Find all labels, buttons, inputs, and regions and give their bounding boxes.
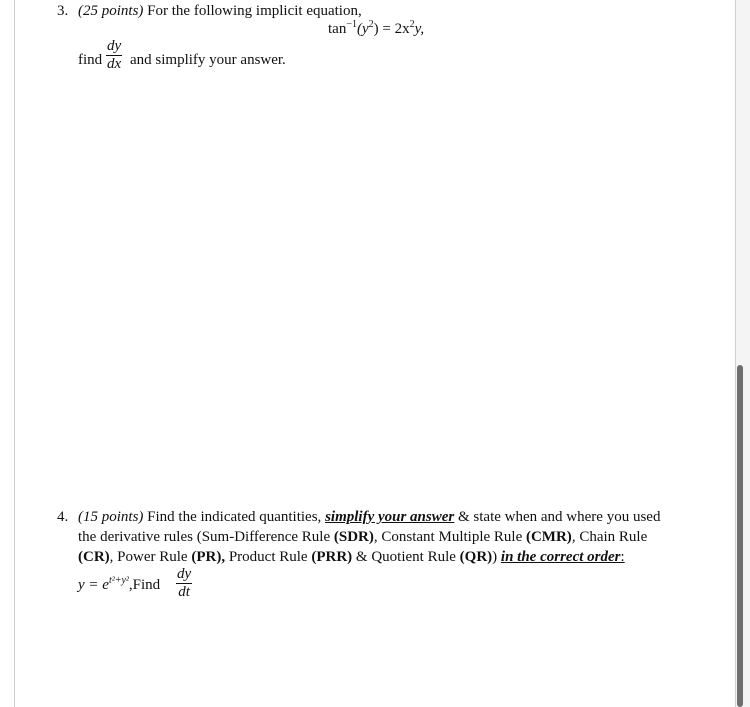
question-4-line-1 <box>57 507 660 527</box>
derivative-fraction-dydt <box>176 567 192 600</box>
document-page <box>14 0 736 707</box>
implicit-equation <box>328 21 424 38</box>
eq-find: ,Find <box>128 577 161 593</box>
correct-order-emphasis: in the correct order <box>500 549 621 565</box>
derivative-fraction-dydx <box>106 39 122 72</box>
frac-denominator: dt <box>178 584 190 600</box>
eq-arg-exp: 2 <box>368 19 374 30</box>
frac-numerator: dy <box>177 566 192 582</box>
eq-rhs-tail: y, <box>414 21 425 37</box>
frac-denominator: dx <box>107 56 122 72</box>
question-prompt: For the following implicit equation, <box>147 3 362 19</box>
eq-rhs: = 2x <box>378 21 410 37</box>
simplify-emphasis: simplify your answer <box>325 509 455 525</box>
question-4-line-2 <box>78 527 647 547</box>
instruction-text: Find the indicated quantities, <box>147 509 322 525</box>
eq-lhs: y = e <box>78 577 109 593</box>
frac-numerator: dy <box>107 38 122 54</box>
instruction-text: ) <box>492 549 498 565</box>
instruction-text: , Constant Multiple Rule <box>373 529 523 545</box>
simplify-instruction: and simplify your answer. <box>130 52 286 68</box>
eq-arg: (y <box>356 21 369 37</box>
eq-fn: tan <box>328 21 347 37</box>
rule-abbrev-pr: (PR), <box>191 549 226 565</box>
question-3-header <box>57 1 362 21</box>
question-number: 3. <box>57 3 69 19</box>
rule-abbrev-cmr: (CMR) <box>525 529 572 545</box>
instruction-text: the derivative rules (Sum-Difference Rule <box>78 529 331 545</box>
colon: : <box>620 549 625 565</box>
eq-fn-exp: −1 <box>346 19 357 30</box>
question-4-line-3 <box>78 547 625 567</box>
eq-exponent: t²+y² <box>108 575 129 586</box>
rule-abbrev-sdr: (SDR) <box>333 529 374 545</box>
instruction-text: , Chain Rule <box>571 529 648 545</box>
scrollbar-thumb[interactable] <box>737 365 743 707</box>
eq-arg-close: ) <box>373 21 379 37</box>
instruction-text: , Power Rule <box>109 549 188 565</box>
question-number: 4. <box>57 509 69 525</box>
instruction-text: & state when and where you used <box>458 509 661 525</box>
instruction-text: Product Rule <box>228 549 308 565</box>
rule-abbrev-cr: (CR) <box>78 549 110 565</box>
find-label: find <box>78 52 103 68</box>
question-points: (25 points) <box>78 3 144 19</box>
rule-abbrev-qr: (QR) <box>459 549 493 565</box>
eq-rhs-exp: 2 <box>409 19 415 30</box>
rule-abbrev-prr: (PRR) <box>311 549 353 565</box>
exponential-equation <box>78 577 160 594</box>
question-points: (15 points) <box>78 509 144 525</box>
instruction-text: & Quotient Rule <box>355 549 456 565</box>
